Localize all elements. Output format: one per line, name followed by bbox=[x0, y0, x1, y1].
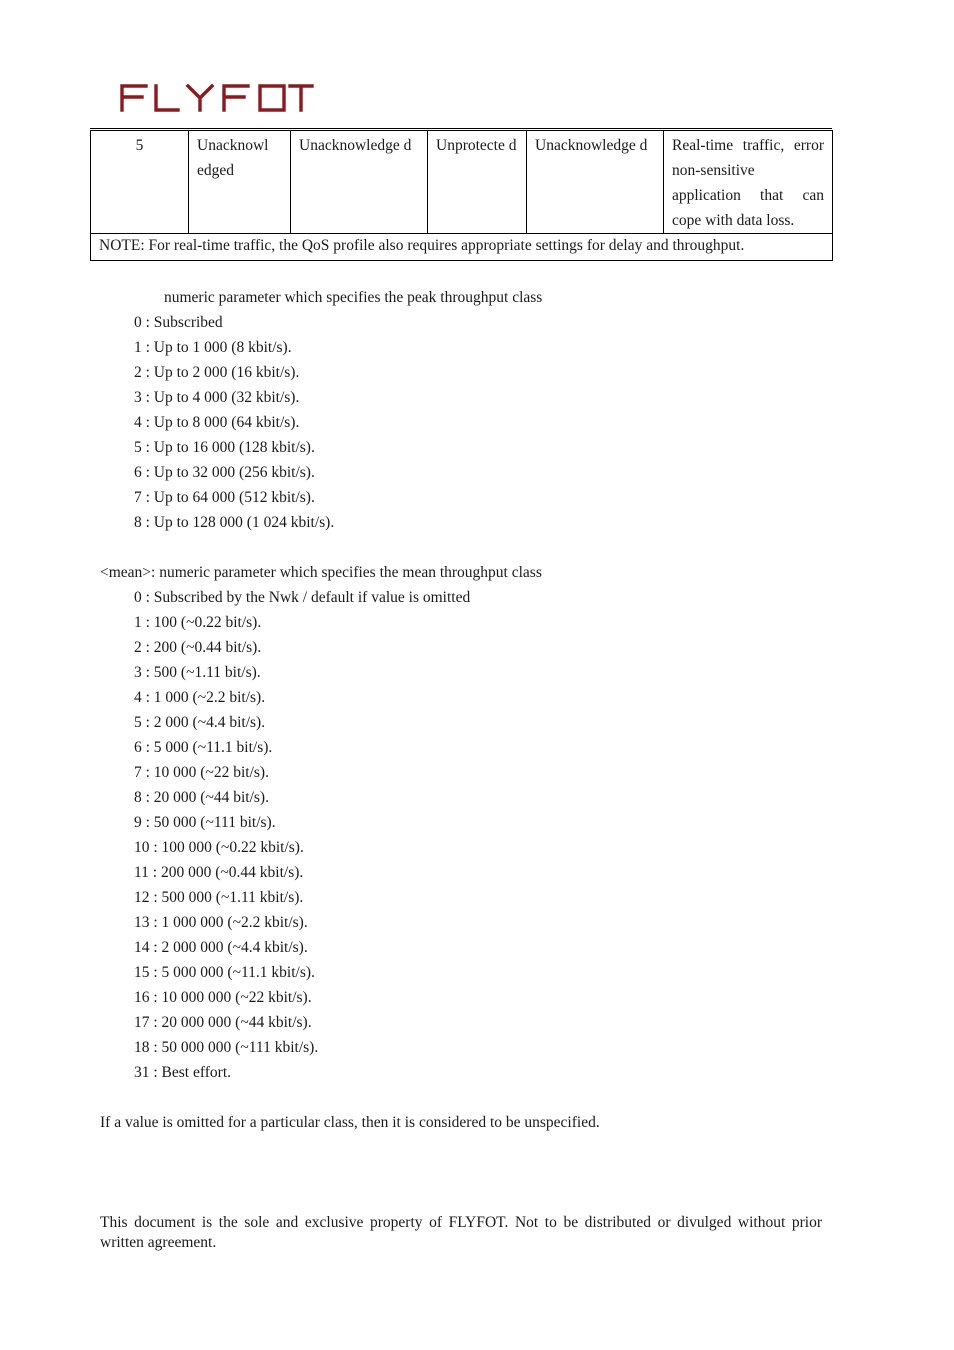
mean-intro: <mean>: numeric parameter which specifies the mean throughput class bbox=[100, 564, 542, 581]
list-item: 2 : Up to 2 000 (16 kbit/s). bbox=[134, 364, 300, 381]
list-item: 4 : 1 000 (~2.2 bit/s). bbox=[134, 689, 266, 706]
list-item: 8 : 20 000 (~44 bit/s). bbox=[134, 789, 269, 806]
list-item: 12 : 500 000 (~1.11 kbit/s). bbox=[134, 889, 304, 906]
list-item: 31 : Best effort. bbox=[134, 1064, 232, 1081]
footer-disclaimer: This document is the sole and exclusive property of FLYFOT. Not to be distributed or divulged without prior written agreement. bbox=[100, 1214, 822, 1251]
llc-data-protection-cell: Unprotecte d bbox=[428, 131, 527, 234]
list-item: 4 : Up to 8 000 (64 kbit/s). bbox=[134, 414, 300, 431]
list-item: 9 : 50 000 (~111 bit/s). bbox=[134, 814, 276, 831]
table-note-row bbox=[91, 234, 833, 261]
list-item: 6 : 5 000 (~11.1 bit/s). bbox=[134, 739, 273, 756]
list-item: 17 : 20 000 000 (~44 kbit/s). bbox=[134, 1014, 312, 1031]
list-item: 13 : 1 000 000 (~2.2 kbit/s). bbox=[134, 914, 308, 931]
list-item: 3 : Up to 4 000 (32 kbit/s). bbox=[134, 389, 300, 406]
list-item: 10 : 100 000 (~0.22 kbit/s). bbox=[134, 839, 304, 856]
list-item: 6 : Up to 32 000 (256 kbit/s). bbox=[134, 464, 315, 481]
list-item: 14 : 2 000 000 (~4.4 kbit/s). bbox=[134, 939, 308, 956]
rlc-block-mode-cell: Unacknowledge d bbox=[527, 131, 664, 234]
list-item: 3 : 500 (~1.11 bit/s). bbox=[134, 664, 261, 681]
mean-list bbox=[134, 585, 470, 1085]
peak-intro: numeric parameter which specifies the peak throughput class bbox=[164, 289, 543, 306]
precedence-cell: 5 bbox=[91, 131, 189, 234]
flyfot-logo bbox=[118, 80, 314, 114]
list-item: 5 : 2 000 (~4.4 bit/s). bbox=[134, 714, 266, 731]
header-rule bbox=[90, 128, 832, 129]
flyfot-logo-mark bbox=[118, 80, 314, 114]
list-item: 8 : Up to 128 000 (1 024 kbit/s). bbox=[134, 514, 335, 531]
list-item: 0 : Subscribed by the Nwk / default if value is omitted bbox=[134, 589, 471, 606]
omitted-note: If a value is omitted for a particular class, then it is considered to be unspecified. bbox=[100, 1114, 600, 1131]
list-item: 2 : 200 (~0.44 bit/s). bbox=[134, 639, 262, 656]
list-item: 15 : 5 000 000 (~11.1 kbit/s). bbox=[134, 964, 315, 981]
gtp-mode-cell: Unacknowl edged bbox=[189, 131, 291, 234]
list-item: 7 : Up to 64 000 (512 kbit/s). bbox=[134, 489, 315, 506]
peak-list bbox=[134, 310, 334, 535]
list-item: 7 : 10 000 (~22 bit/s). bbox=[134, 764, 269, 781]
list-item: 1 : Up to 1 000 (8 kbit/s). bbox=[134, 339, 292, 356]
traffic-type-cell: Real-time traffic, error non-sensitive application that can cope with data loss. bbox=[664, 131, 833, 234]
list-item: 11 : 200 000 (~0.44 kbit/s). bbox=[134, 864, 304, 881]
list-item: 0 : Subscribed bbox=[134, 314, 223, 331]
table-row bbox=[91, 131, 833, 234]
llc-frame-mode-cell: Unacknowledge d bbox=[291, 131, 428, 234]
list-item: 18 : 50 000 000 (~111 kbit/s). bbox=[134, 1039, 319, 1056]
list-item: 5 : Up to 16 000 (128 kbit/s). bbox=[134, 439, 315, 456]
list-item: 16 : 10 000 000 (~22 kbit/s). bbox=[134, 989, 312, 1006]
list-item: 1 : 100 (~0.22 bit/s). bbox=[134, 614, 262, 631]
reliability-class-table bbox=[90, 130, 833, 261]
table-note: NOTE: For real-time traffic, the QoS profile also requires appropriate settings for delay and throughput. bbox=[91, 234, 833, 261]
